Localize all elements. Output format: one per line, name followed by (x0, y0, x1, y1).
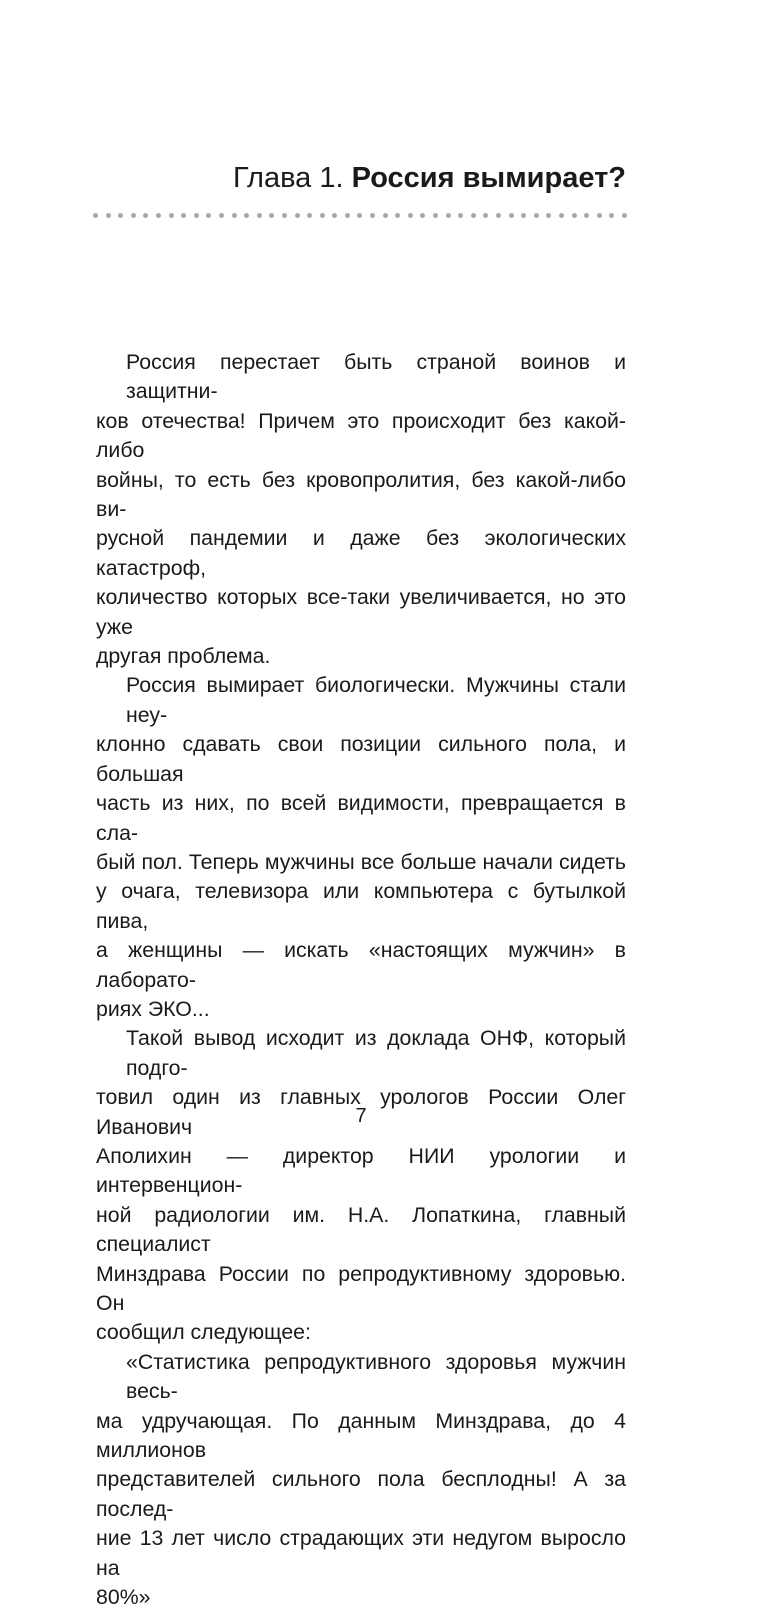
text-line: ков отечества! Причем это происходит без какой-либо (96, 408, 626, 463)
text-line: ма удручающая. По данным Минздрава, до 4 миллионов (96, 1408, 626, 1463)
dotted-divider (93, 211, 627, 219)
paragraph (96, 348, 626, 671)
text-line: часть из них, по всей видимости, превращается в сла- (96, 791, 626, 845)
divider-dot (244, 213, 249, 218)
divider-dot (408, 213, 413, 218)
divider-dot (307, 213, 312, 218)
divider-dot (320, 213, 325, 218)
divider-dot (370, 213, 375, 218)
divider-dot (458, 213, 463, 218)
divider-dot (181, 213, 186, 218)
text-line: количество которых все-таки увеличивается, но это уже (96, 585, 626, 639)
paragraph (96, 1024, 626, 1347)
divider-dot (496, 213, 501, 218)
divider-dot (232, 213, 237, 218)
divider-dot (572, 213, 577, 218)
paragraph (96, 1348, 626, 1612)
divider-dot (118, 213, 123, 218)
divider-dot (156, 213, 161, 218)
text-line: другая проблема. (96, 644, 271, 669)
text-line: ние 13 лет число страдающих эти недугом выросло на (96, 1526, 626, 1580)
text-line: войны, то есть без кровопролития, без какой-либо ви- (96, 467, 626, 522)
divider-dot (471, 213, 476, 218)
divider-dot (106, 213, 111, 218)
divider-dot (433, 213, 438, 218)
page-number: 7 (355, 1105, 367, 1127)
divider-dot (546, 213, 551, 218)
text-line: русной пандемии и даже без экологических катастроф, (96, 526, 626, 580)
text-line: риях ЭКО... (96, 996, 210, 1021)
divider-dot (194, 213, 199, 218)
divider-dot (395, 213, 400, 218)
text-line: Аполихин — директор НИИ урологии и интервенцион- (96, 1143, 626, 1198)
divider-dot (131, 213, 136, 218)
divider-dot (169, 213, 174, 218)
divider-dot (295, 213, 300, 218)
divider-dot (143, 213, 148, 218)
text-line: Россия перестает быть страной воинов и защитни- (126, 350, 626, 404)
divider-dot (345, 213, 350, 218)
divider-dot (269, 213, 274, 218)
divider-dot (622, 213, 627, 218)
divider-dot (257, 213, 262, 218)
divider-dot (219, 213, 224, 218)
text-line: товил один из главных урологов России Олег Иванович (96, 1085, 626, 1139)
body-text (96, 348, 626, 1612)
divider-dot (282, 213, 287, 218)
paragraph (96, 671, 626, 1024)
text-line: «Статистика репродуктивного здоровья мужчин весь- (126, 1349, 626, 1404)
divider-dot (483, 213, 488, 218)
divider-dot (521, 213, 526, 218)
divider-dot (509, 213, 514, 218)
divider-dot (559, 213, 564, 218)
text-line: представителей сильного пола бесплодны! А за послед- (96, 1467, 626, 1521)
divider-dot (93, 213, 98, 218)
text-line: 80%» (96, 1585, 151, 1610)
divider-dot (420, 213, 425, 218)
text-line: а женщины — искать «настоящих мужчин» в лаборато- (96, 938, 626, 992)
divider-dot (446, 213, 451, 218)
divider-dot (206, 213, 211, 218)
divider-dot (357, 213, 362, 218)
text-line: Минздрава России по репродуктивному здоровью. Он (96, 1261, 626, 1315)
text-line: бый пол. Теперь мужчины все больше начали сидеть (96, 849, 626, 874)
chapter-heading (233, 158, 626, 198)
divider-dot (584, 213, 589, 218)
chapter-title: Россия вымирает? (351, 162, 626, 194)
divider-dot (609, 213, 614, 218)
divider-dot (332, 213, 337, 218)
text-line: Такой вывод исходит из доклада ОНФ, который подго- (126, 1026, 626, 1080)
chapter-number: Глава 1. (232, 162, 344, 194)
text-line: клонно сдавать свои позиции сильного пола, и большая (96, 732, 626, 786)
text-line: ной радиологии им. Н.А. Лопаткина, главный специалист (96, 1202, 626, 1257)
text-line: у очага, телевизора или компьютера с бутылкой пива, (96, 879, 626, 933)
text-line: Россия вымирает биологически. Мужчины стали неу- (126, 673, 626, 727)
text-line: сообщил следующее: (96, 1320, 311, 1345)
divider-dot (534, 213, 539, 218)
divider-dot (597, 213, 602, 218)
divider-dot (383, 213, 388, 218)
